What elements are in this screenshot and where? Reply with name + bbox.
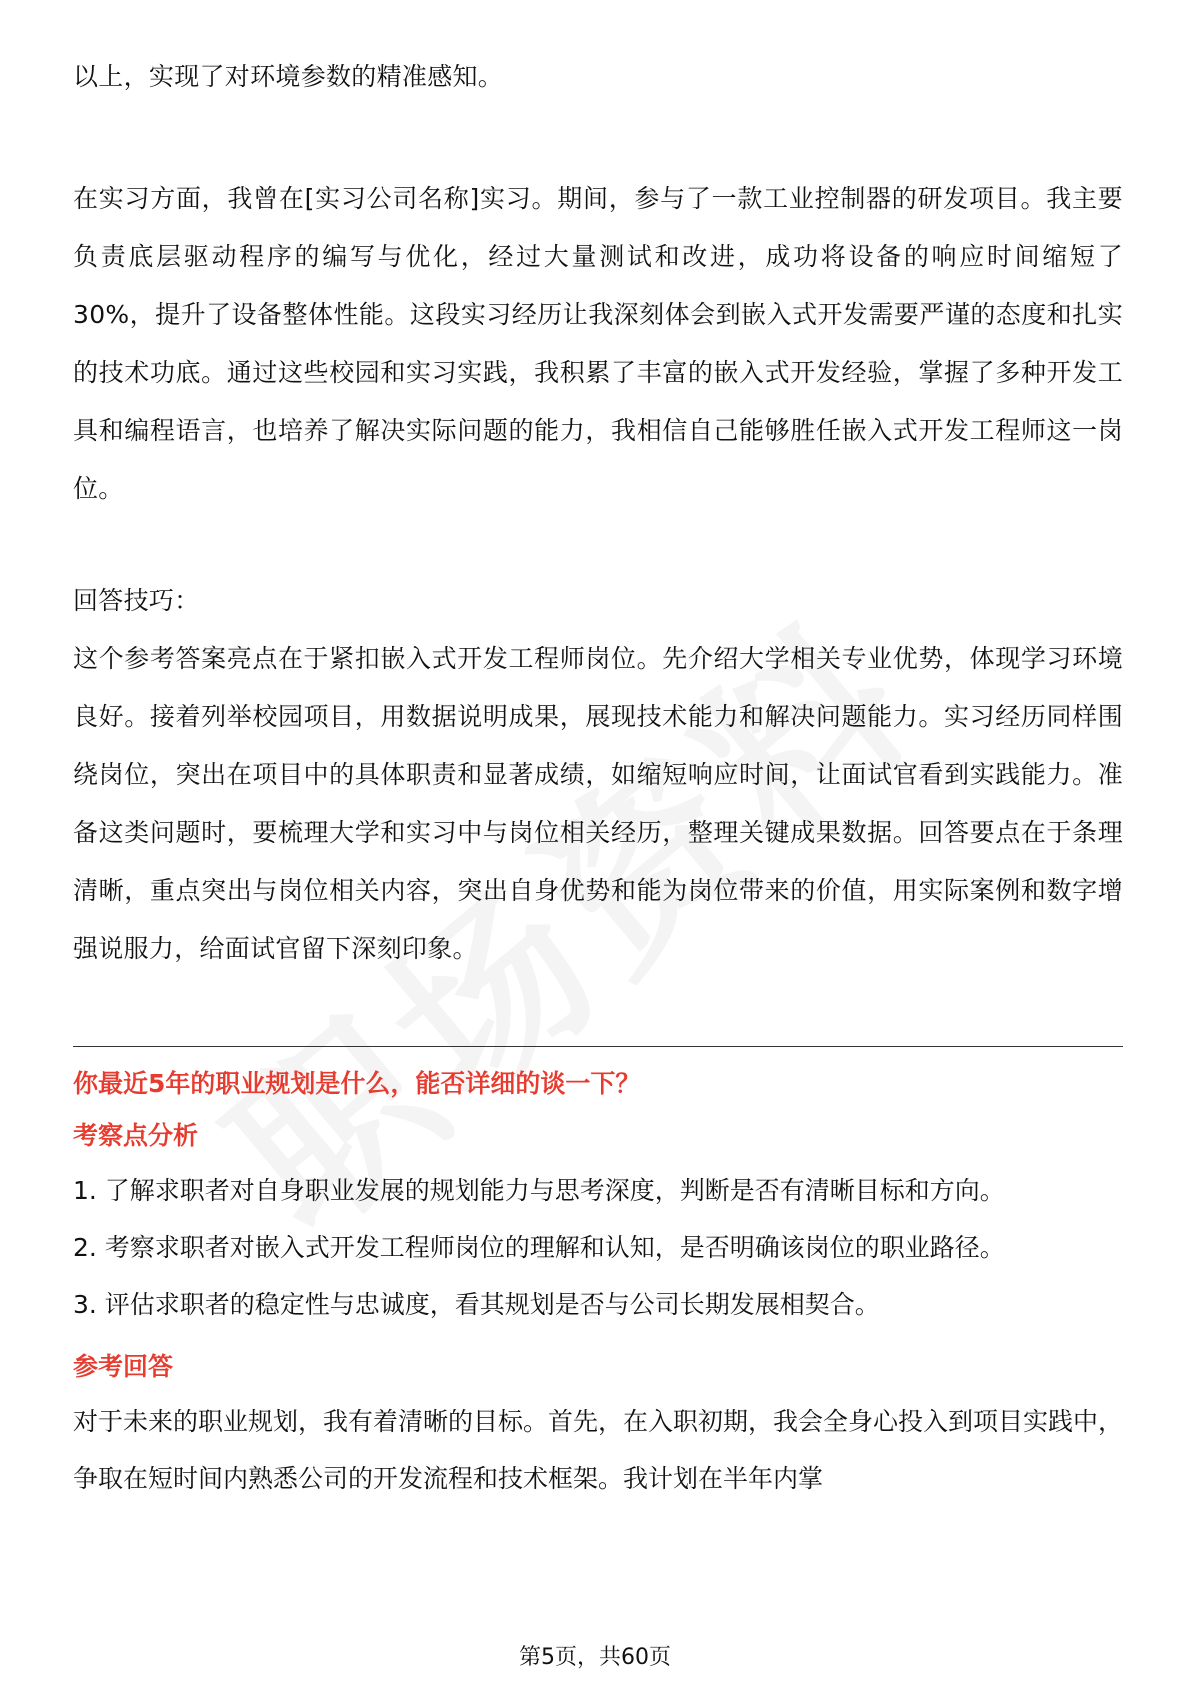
analysis-item-3: 3. 评估求职者的稳定性与忠诚度，看其规划是否与公司长期发展相契合。 xyxy=(73,1290,880,1319)
tips-heading: 回答技巧： xyxy=(73,586,200,615)
analysis-heading: 考察点分析 xyxy=(73,1121,199,1150)
section-divider xyxy=(73,1046,1123,1047)
page-footer: 第5页，共60页 xyxy=(519,1645,671,1670)
analysis-item-2: 2. 考察求职者对嵌入式开发工程师岗位的理解和认知，是否明确该岗位的职业路径。 xyxy=(73,1233,1005,1262)
top-content xyxy=(73,48,1123,978)
paragraph-internship: 在实习方面，我曾在[实习公司名称]实习。期间，参与了一款工业控制器的研发项目。我主要负责底层驱动程序的编写与优化，经过大量测试和改进，成功将设备的响应时间缩短了 30%，提升了设备整体性能。这段实习经历让我深刻体会到嵌入式开发需要严谨的态度和扎实的技术功底。通过这些校园和实习实践，我积累了丰富的嵌入式开发经验，掌握了多种开发工具和编程语言，也培养了解决实际问题的能力，我相信自己能够胜任嵌入式开发工程师这一岗位。 xyxy=(73,184,1123,503)
analysis-item-1: 1. 了解求职者对自身职业发展的规划能力与思考深度，判断是否有清晰目标和方向。 xyxy=(73,1176,1005,1205)
question-section xyxy=(73,1058,1123,1507)
answer-heading: 参考回答 xyxy=(73,1352,174,1381)
paragraph-tips: 这个参考答案亮点在于紧扣嵌入式开发工程师岗位。先介绍大学相关专业优势，体现学习环境良好。接着列举校园项目，用数据说明成果，展现技术能力和解决问题能力。实习经历同样围绕岗位，突出在项目中的具体职责和显著成绩，如缩短响应时间，让面试官看到实践能力。准备这类问题时，要梳理大学和实习中与岗位相关经历，整理关键成果数据。回答要点在于条理清晰，重点突出与岗位相关内容，突出自身优势和能为岗位带来的价值，用实际案例和数字增强说服力，给面试官留下深刻印象。 xyxy=(73,644,1123,963)
paragraph-intro-end: 以上，实现了对环境参数的精准感知。 xyxy=(73,62,504,91)
answer-text: 对于未来的职业规划，我有着清晰的目标。首先，在入职初期，我会全身心投入到项目实践中，争取在短时间内熟悉公司的开发流程和技术框架。我计划在半年内掌 xyxy=(73,1407,1124,1493)
question-title: 你最近5年的职业规划是什么，能否详细的谈一下？ xyxy=(73,1069,641,1098)
